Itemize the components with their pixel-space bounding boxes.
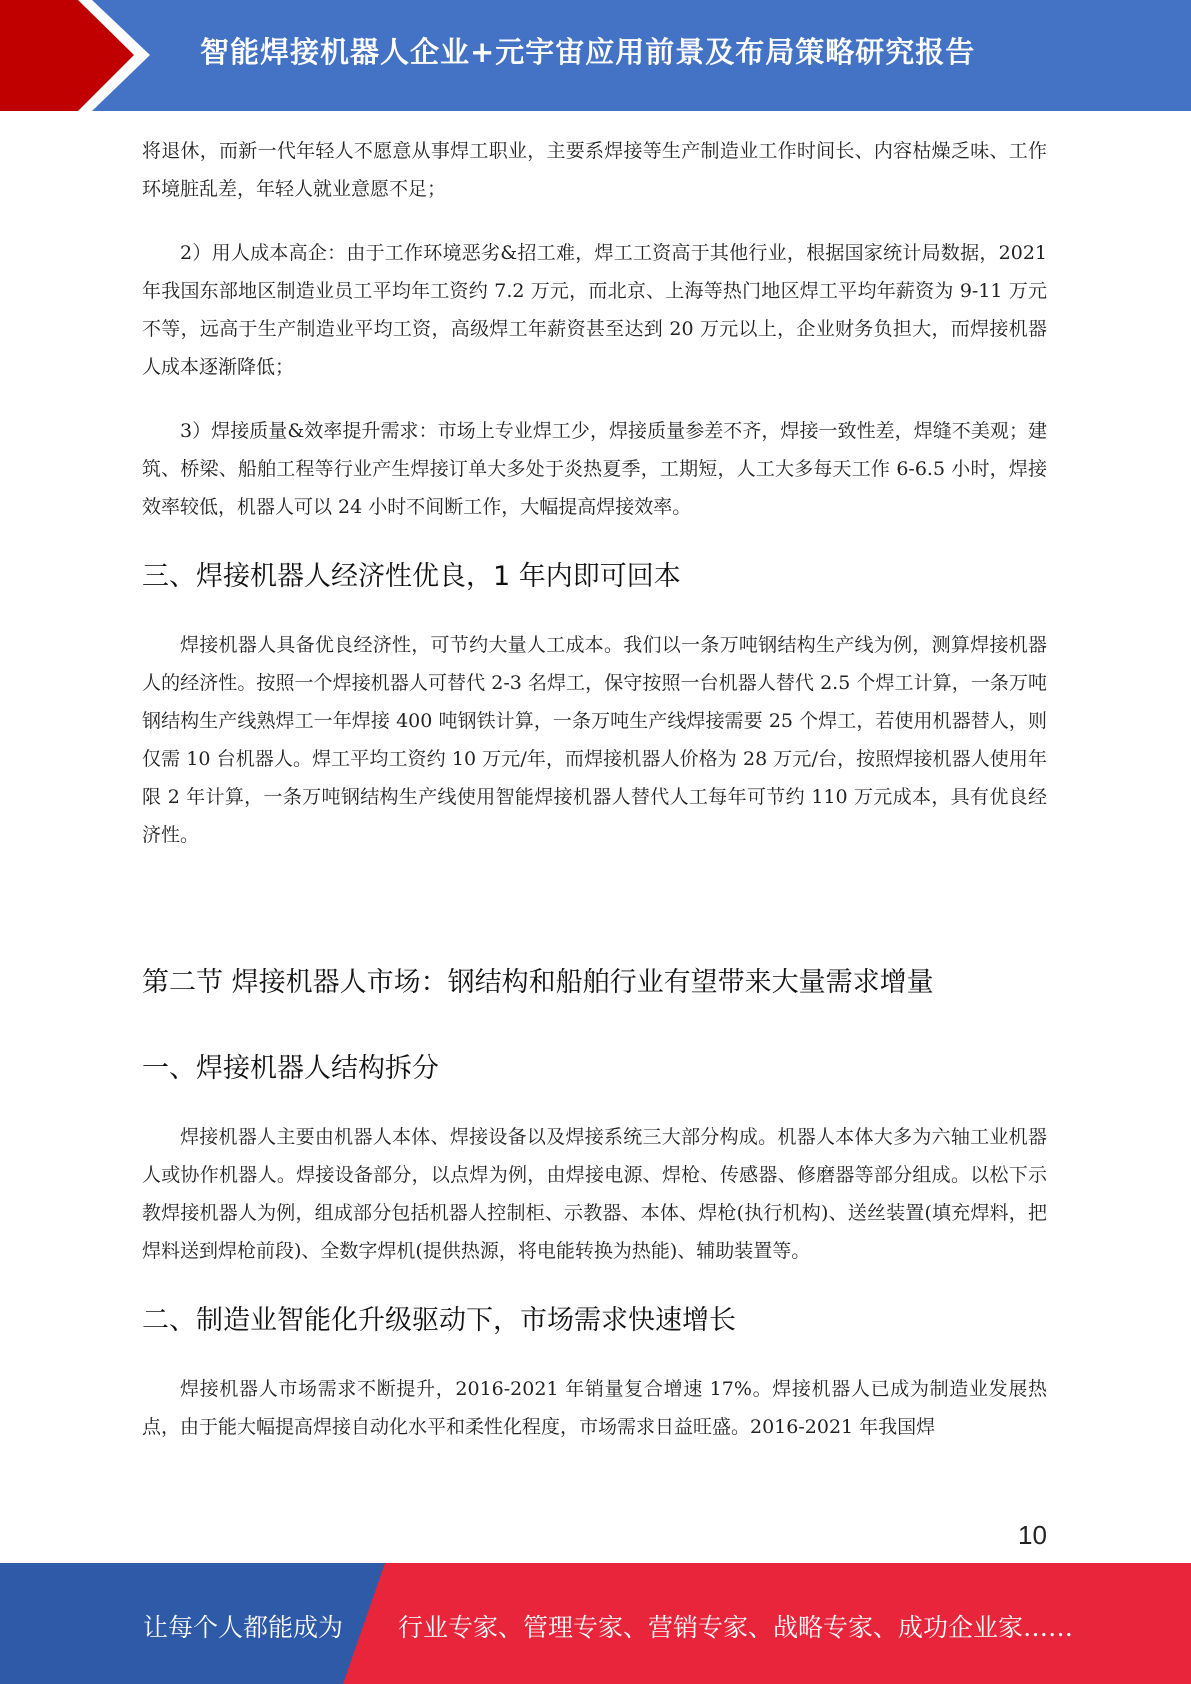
section-heading: 三、焊接机器人经济性优良，1 年内即可回本 <box>142 561 681 592</box>
footer-slogan-right: 行业专家、管理专家、营销专家、战略专家、成功企业家…… <box>398 1613 1074 1642</box>
paragraph: 3）焊接质量&效率提升需求：市场上专业焊工少，焊接质量参差不齐，焊接一致性差，焊缝不美观；建筑、桥梁、船舶工程等行业产生焊接订单大多处于炎热夏季，工期短，人工大多每天工作 6-6.5 小时，焊接效率较低，机器人可以 24 小时不间断工作，大幅提高焊接效率。 <box>142 420 1047 518</box>
paragraph: 焊接机器人主要由机器人本体、焊接设备以及焊接系统三大部分构成。机器人本体大多为六轴工业机器人或协作机器人。焊接设备部分，以点焊为例，由焊接电源、焊枪、传感器、修磨器等部分组成。以松下示教焊接机器人为例，组成部分包括机器人控制柜、示教器、本体、焊枪(执行机构)、送丝装置(填充焊料，把焊料送到焊枪前段)、全数字焊机(提供热源，将电能转换为热能)、辅助装置等。 <box>142 1126 1047 1262</box>
report-title: 智能焊接机器人企业+元宇宙应用前景及布局策略研究报告 <box>200 35 976 69</box>
section-heading: 一、焊接机器人结构拆分 <box>142 1053 439 1084</box>
paragraph: 将退休，而新一代年轻人不愿意从事焊工职业，主要系焊接等生产制造业工作时间长、内容枯燥乏味、工作环境脏乱差，年轻人就业意愿不足； <box>142 140 1047 200</box>
chapter-heading: 第二节 焊接机器人市场：钢结构和船舶行业有望带来大量需求增量 <box>142 967 934 998</box>
page-footer <box>0 1563 1191 1684</box>
section-heading: 二、制造业智能化升级驱动下，市场需求快速增长 <box>142 1305 736 1336</box>
paragraph: 焊接机器人具备优良经济性，可节约大量人工成本。我们以一条万吨钢结构生产线为例，测算焊接机器人的经济性。按照一个焊接机器人可替代 2-3 名焊工，保守按照一台机器人替代 2.5 个焊工计算，一条万吨钢结构生产线熟焊工一年焊接 400 吨钢铁计算，一条万吨生产线焊接需要 25 个焊工，若使用机器替人，则仅需 10 台机器人。焊工平均工资约 10 万元/年，而焊接机器人价格为 28 万元/台，按照焊接机器人使用年限 2 年计算，一条万吨钢结构生产线使用智能焊接机器人替代人工每年可节约 110 万元成本，具有优良经济性。 <box>142 634 1047 846</box>
header-arrow-decoration <box>0 0 150 111</box>
document-body <box>142 132 1047 1446</box>
page-number: 10 <box>1018 1520 1047 1550</box>
paragraph: 2）用人成本高企：由于工作环境恶劣&招工难，焊工工资高于其他行业，根据国家统计局数据，2021 年我国东部地区制造业员工平均年工资约 7.2 万元，而北京、上海等热门地区焊工平均年薪资为 9-11 万元不等，远高于生产制造业平均工资，高级焊工年薪资甚至达到 20 万元以上，企业财务负担大，而焊接机器人成本逐渐降低； <box>142 242 1047 378</box>
paragraph: 焊接机器人市场需求不断提升，2016-2021 年销量复合增速 17%。焊接机器人已成为制造业发展热点，由于能大幅提高焊接自动化水平和柔性化程度，市场需求日益旺盛。2016-2021 年我国焊 <box>142 1378 1047 1438</box>
footer-slogan-left: 让每个人都能成为 <box>143 1613 344 1642</box>
page-header <box>0 0 1191 111</box>
